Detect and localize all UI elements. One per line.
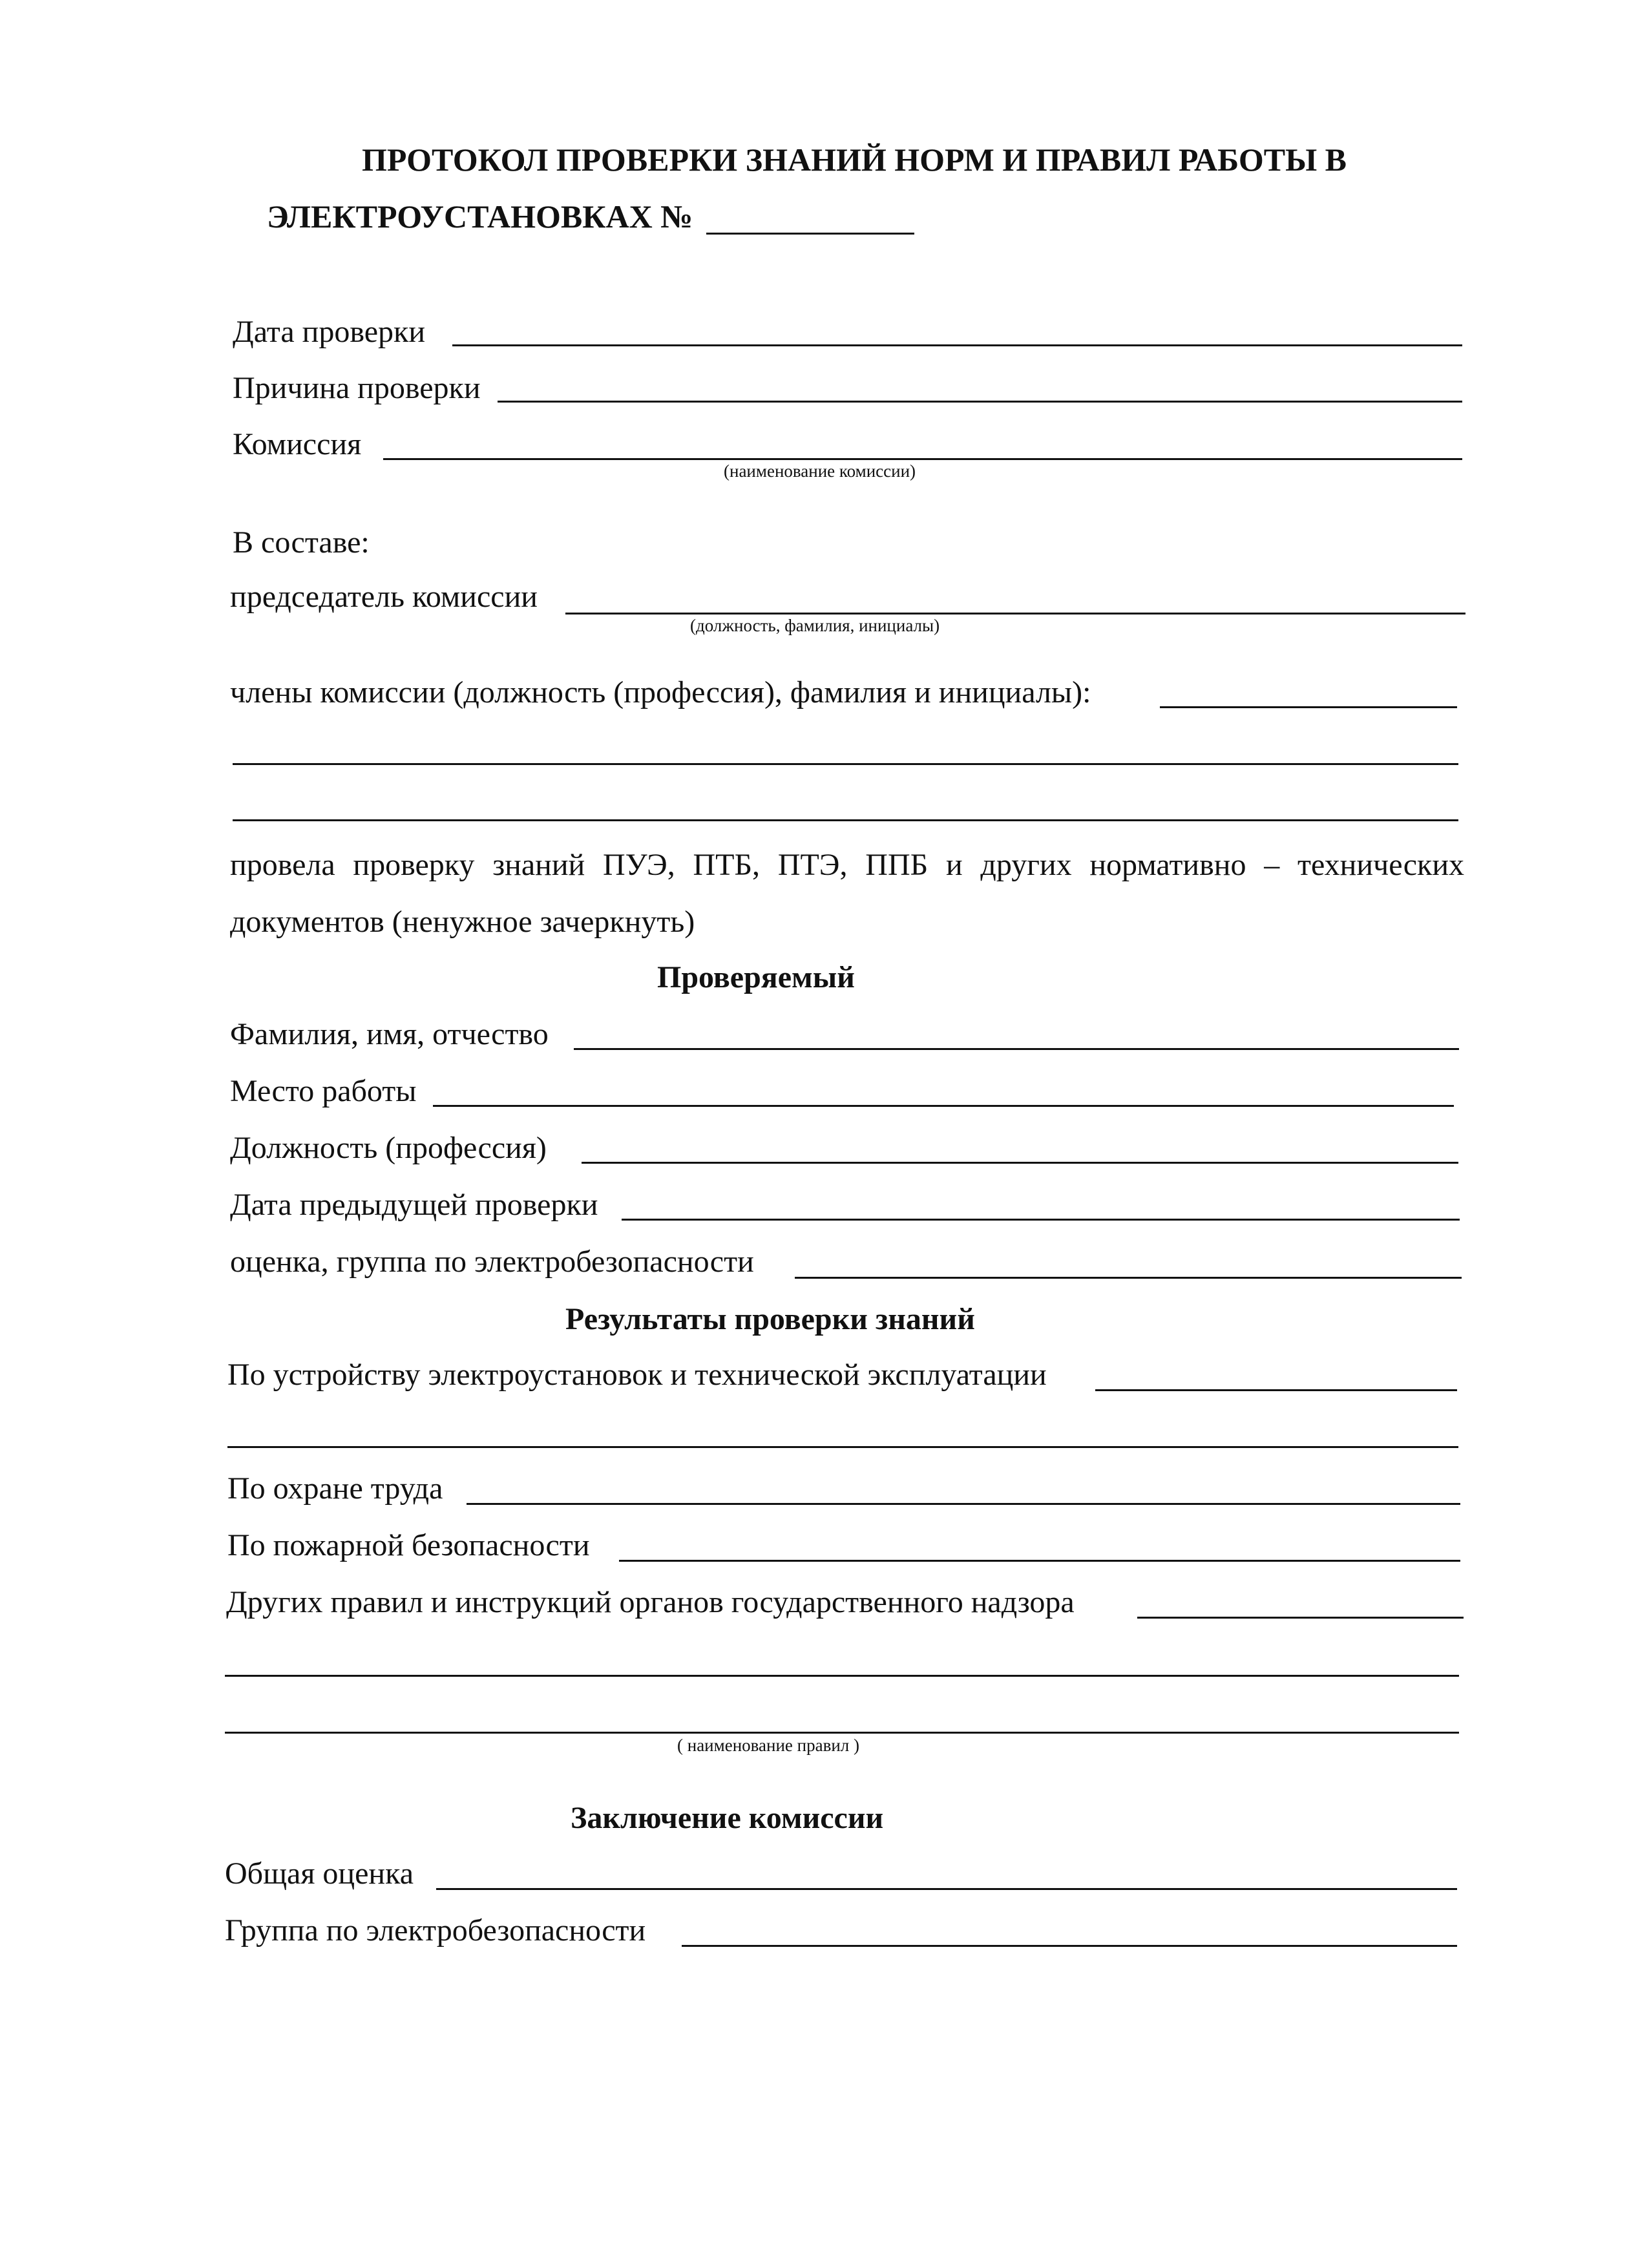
conclusion-heading: Заключение комиссии [571,1801,884,1835]
installations-field[interactable] [1095,1389,1457,1391]
check-date-field[interactable] [452,344,1462,346]
fire-safety-label: По пожарной безопасности [227,1528,590,1562]
installations-field-line-2[interactable] [227,1446,1458,1448]
examinee-heading: Проверяемый [657,960,855,994]
members-field-line-3[interactable] [233,819,1458,821]
safety-group-field[interactable] [682,1945,1457,1947]
members-field[interactable] [1160,706,1457,708]
full-name-label: Фамилия, имя, отчество [230,1017,549,1051]
labor-safety-label: По охране труда [227,1471,443,1506]
position-label: Должность (профессия) [230,1131,547,1165]
safety-group-label: Группа по электробезопасности [225,1913,646,1948]
workplace-field[interactable] [433,1105,1454,1107]
prev-date-label: Дата предыдущей проверки [230,1188,598,1222]
commission-label: Комиссия [233,427,362,461]
chairman-caption: (должность, фамилия, инициалы) [690,616,940,635]
other-rules-field-line-3[interactable] [225,1732,1459,1734]
commission-field[interactable] [383,458,1462,460]
other-rules-label: Других правил и инструкций органов государственного надзора [226,1585,1075,1619]
chairman-label: председатель комиссии [230,580,538,614]
title-line-2: ЭЛЕКТРОУСТАНОВКАХ № [267,198,693,235]
overall-field[interactable] [436,1888,1457,1890]
other-rules-field-line-2[interactable] [225,1675,1459,1677]
fire-safety-field[interactable] [619,1560,1460,1562]
check-reason-field[interactable] [498,401,1462,403]
checked-text-line-2: документов (ненужное зачеркнуть) [230,905,695,939]
installations-label: По устройству электроустановок и технической эксплуатации [227,1358,1047,1392]
rules-caption: ( наименование правил ) [677,1736,859,1755]
other-rules-field[interactable] [1137,1617,1464,1619]
chairman-field[interactable] [565,613,1465,614]
labor-safety-field[interactable] [467,1503,1460,1505]
results-heading: Результаты проверки знаний [565,1302,975,1336]
grade-group-field[interactable] [795,1277,1462,1279]
grade-group-label: оценка, группа по электробезопасности [230,1244,754,1279]
title-line-1: ПРОТОКОЛ ПРОВЕРКИ ЗНАНИЙ НОРМ И ПРАВИЛ РАБОТЫ В [362,142,1347,178]
workplace-label: Место работы [230,1074,417,1108]
members-label: члены комиссии (должность (профессия), фамилия и инициалы): [230,675,1091,709]
position-field[interactable] [582,1162,1458,1164]
overall-label: Общая оценка [225,1856,414,1891]
protocol-number-field[interactable] [706,233,914,235]
composition-label: В составе: [233,525,370,560]
check-reason-label: Причина проверки [233,371,481,405]
full-name-field[interactable] [574,1048,1459,1050]
commission-caption: (наименование комиссии) [724,461,916,481]
members-field-line-2[interactable] [233,763,1458,765]
check-date-label: Дата проверки [233,315,426,349]
prev-date-field[interactable] [622,1219,1460,1221]
checked-text-line-1: провела проверку знаний ПУЭ, ПТБ, ПТЭ, ППБ и других нормативно – технических [230,848,1464,882]
